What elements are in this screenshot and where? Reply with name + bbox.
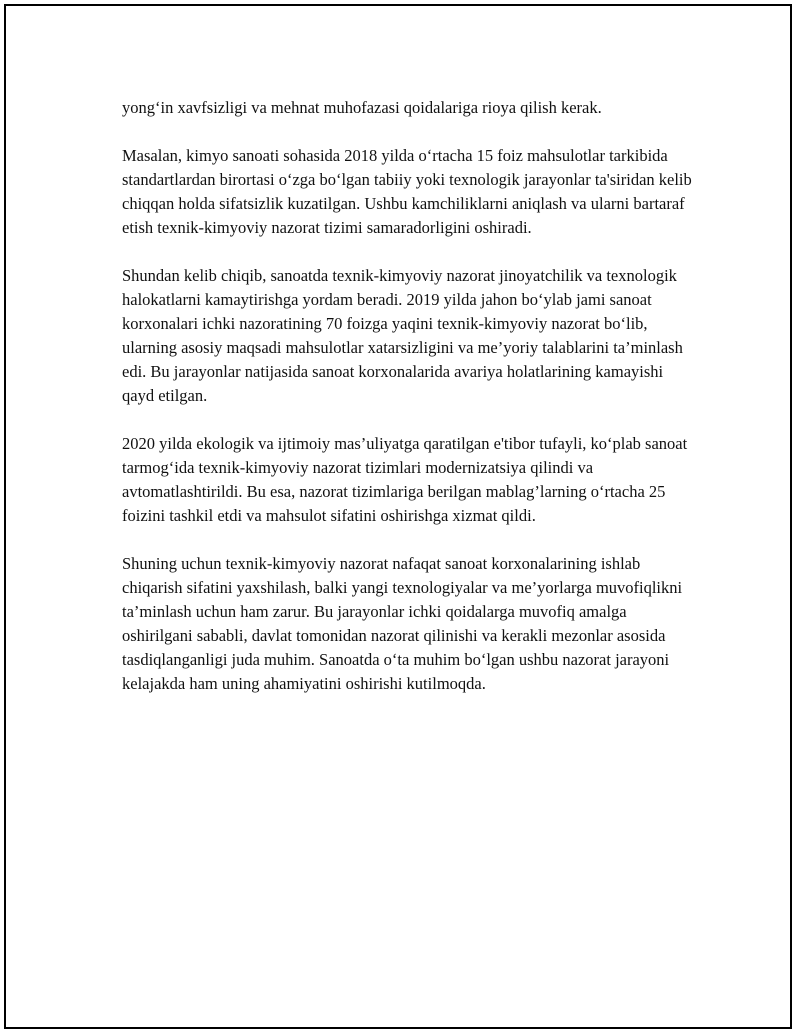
paragraph-2: Masalan, kimyo sanoati sohasida 2018 yilda o‘rtacha 15 foiz mahsulotlar tarkibida standartlardan birortasi o‘zga bo‘lgan tabiiy yoki texnologik jarayonlar ta'siridan kelib chiqqan holda sifatsizlik kuzatilgan. Ushbu kamchiliklarni aniqlash va ularni bartaraf etish texnik-kimyoviy nazorat tizimi samaradorligini oshiradi. — [122, 146, 692, 237]
paragraph-4: 2020 yilda ekologik va ijtimoiy mas’uliyatga qaratilgan e'tibor tufayli, ko‘plab sanoat tarmog‘ida texnik-kimyoviy nazorat tizimlari modernizatsiya qilindi va avtomatlashtirildi. Bu esa, nazorat tizimlariga berilgan mablag’larning o‘rtacha 25 foizini tashkil etdi va mahsulot sifatini oshirishga xizmat qildi. — [122, 434, 688, 525]
paragraph-1: yong‘in xavfsizligi va mehnat muhofazasi qoidalariga rioya qilish kerak. — [122, 98, 602, 117]
paragraph-5: Shuning uchun texnik-kimyoviy nazorat nafaqat sanoat korxonalarining ishlab chiqarish sifatini yaxshilash, balki yangi texnologiyalar va me’yorlarga muvofiqlikni ta’minlash uchun ham zarur. Bu jarayonlar ichki qoidalarga muvofiq amalga oshirilgani sababli, davlat tomonidan nazorat qilinishi va kerakli mezonlar asosida tasdiqlanganligi juda muhim. Sanoatda o‘ta muhim bo‘lgan ushbu nazorat jarayoni kelajakda ham uning ahamiyatini oshirishi kutilmoqda. — [122, 554, 683, 693]
page-frame — [4, 4, 792, 1029]
paragraph-3: Shundan kelib chiqib, sanoatda texnik-kimyoviy nazorat jinoyatchilik va texnologik halokatlarni kamaytirishga yordam beradi. 2019 yilda jahon bo‘ylab jami sanoat korxonalari ichki nazoratining 70 foizga yaqini texnik-kimyoviy nazorat bo‘lib, ularning asosiy maqsadi mahsulotlar xatarsizligini va me’yoriy talablarini ta’minlash edi. Bu jarayonlar natijasida sanoat korxonalarida avariya holatlarining kamayishi qayd etilgan. — [122, 266, 683, 405]
document-body — [122, 96, 692, 720]
